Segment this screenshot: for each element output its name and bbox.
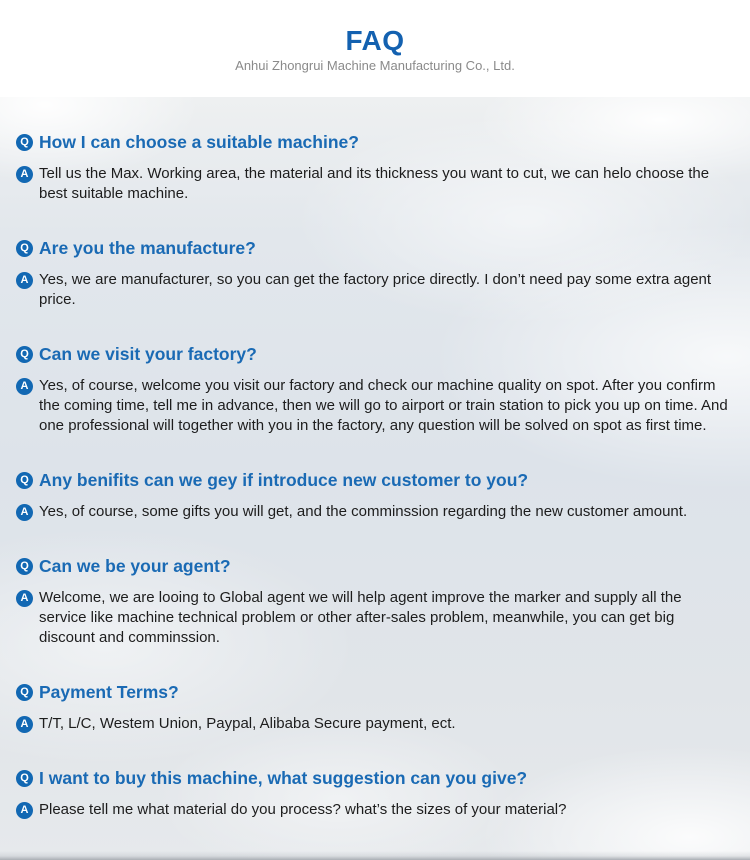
faq-answer-text: Yes, of course, welcome you visit our factory and check our machine quality on spot. After you confirm the coming time, tell me in advance, then we will go to airport or train station to pick you up on time. And one professional will together with you in the factory, any question will be solved on spot as first time. [39,377,728,434]
faq-answer-row [16,800,732,820]
answer-icon: A [16,166,33,183]
question-icon: Q [16,134,33,151]
faq-header [0,0,750,97]
faq-answer-row [16,588,732,648]
faq-question-row [16,769,732,788]
question-icon: Q [16,558,33,575]
faq-item [16,239,732,310]
faq-question-row [16,471,732,490]
answer-icon: A [16,504,33,521]
faq-answer-text: Yes, of course, some gifts you will get, and the comminssion regarding the new customer amount. [39,503,688,520]
question-icon: Q [16,346,33,363]
faq-question-text: How I can choose a suitable machine? [39,132,359,152]
faq-answer-text: Yes, we are manufacturer, so you can get the factory price directly. I don’t need pay some extra agent price. [39,271,712,308]
faq-item [16,557,732,648]
faq-question-text: Can we visit your factory? [39,344,257,364]
answer-icon: A [16,378,33,395]
answer-icon: A [16,716,33,733]
company-name: Anhui Zhongrui Machine Manufacturing Co., Ltd. [235,58,515,73]
question-icon: Q [16,472,33,489]
faq-item [16,769,732,820]
faq-item [16,133,732,204]
faq-question-text: Payment Terms? [39,682,179,702]
faq-question-row [16,133,732,152]
faq-question-text: I want to buy this machine, what suggestion can you give? [39,768,528,788]
faq-question-text: Any benifits can we gey if introduce new customer to you? [39,470,529,490]
faq-question-row [16,239,732,258]
question-icon: Q [16,240,33,257]
faq-answer-row [16,270,732,310]
faq-question-row [16,557,732,576]
faq-item [16,471,732,522]
faq-question-row [16,345,732,364]
answer-icon: A [16,272,33,289]
faq-answer-row [16,164,732,204]
faq-question-row [16,683,732,702]
question-icon: Q [16,684,33,701]
faq-item [16,345,732,436]
faq-section [0,97,750,860]
answer-icon: A [16,802,33,819]
faq-answer-row [16,502,732,522]
question-icon: Q [16,770,33,787]
faq-answer-text: Tell us the Max. Working area, the material and its thickness you want to cut, we can helo choose the best suitable machine. [39,165,710,202]
answer-icon: A [16,590,33,607]
faq-item [16,683,732,734]
faq-question-text: Can we be your agent? [39,556,231,576]
faq-answer-text: Please tell me what material do you process? what’s the sizes of your material? [39,801,567,818]
faq-question-text: Are you the manufacture? [39,238,256,258]
faq-answer-text: T/T, L/C, Westem Union, Paypal, Alibaba Secure payment, ect. [39,715,456,732]
faq-answer-row [16,376,732,436]
page-title: FAQ [345,25,405,56]
faq-answer-row [16,714,732,734]
faq-answer-text: Welcome, we are looing to Global agent we will help agent improve the marker and supply all the service like machine technical problem or other after-sales problem, meanwhile, you can get big discount and comminssion. [39,589,682,646]
